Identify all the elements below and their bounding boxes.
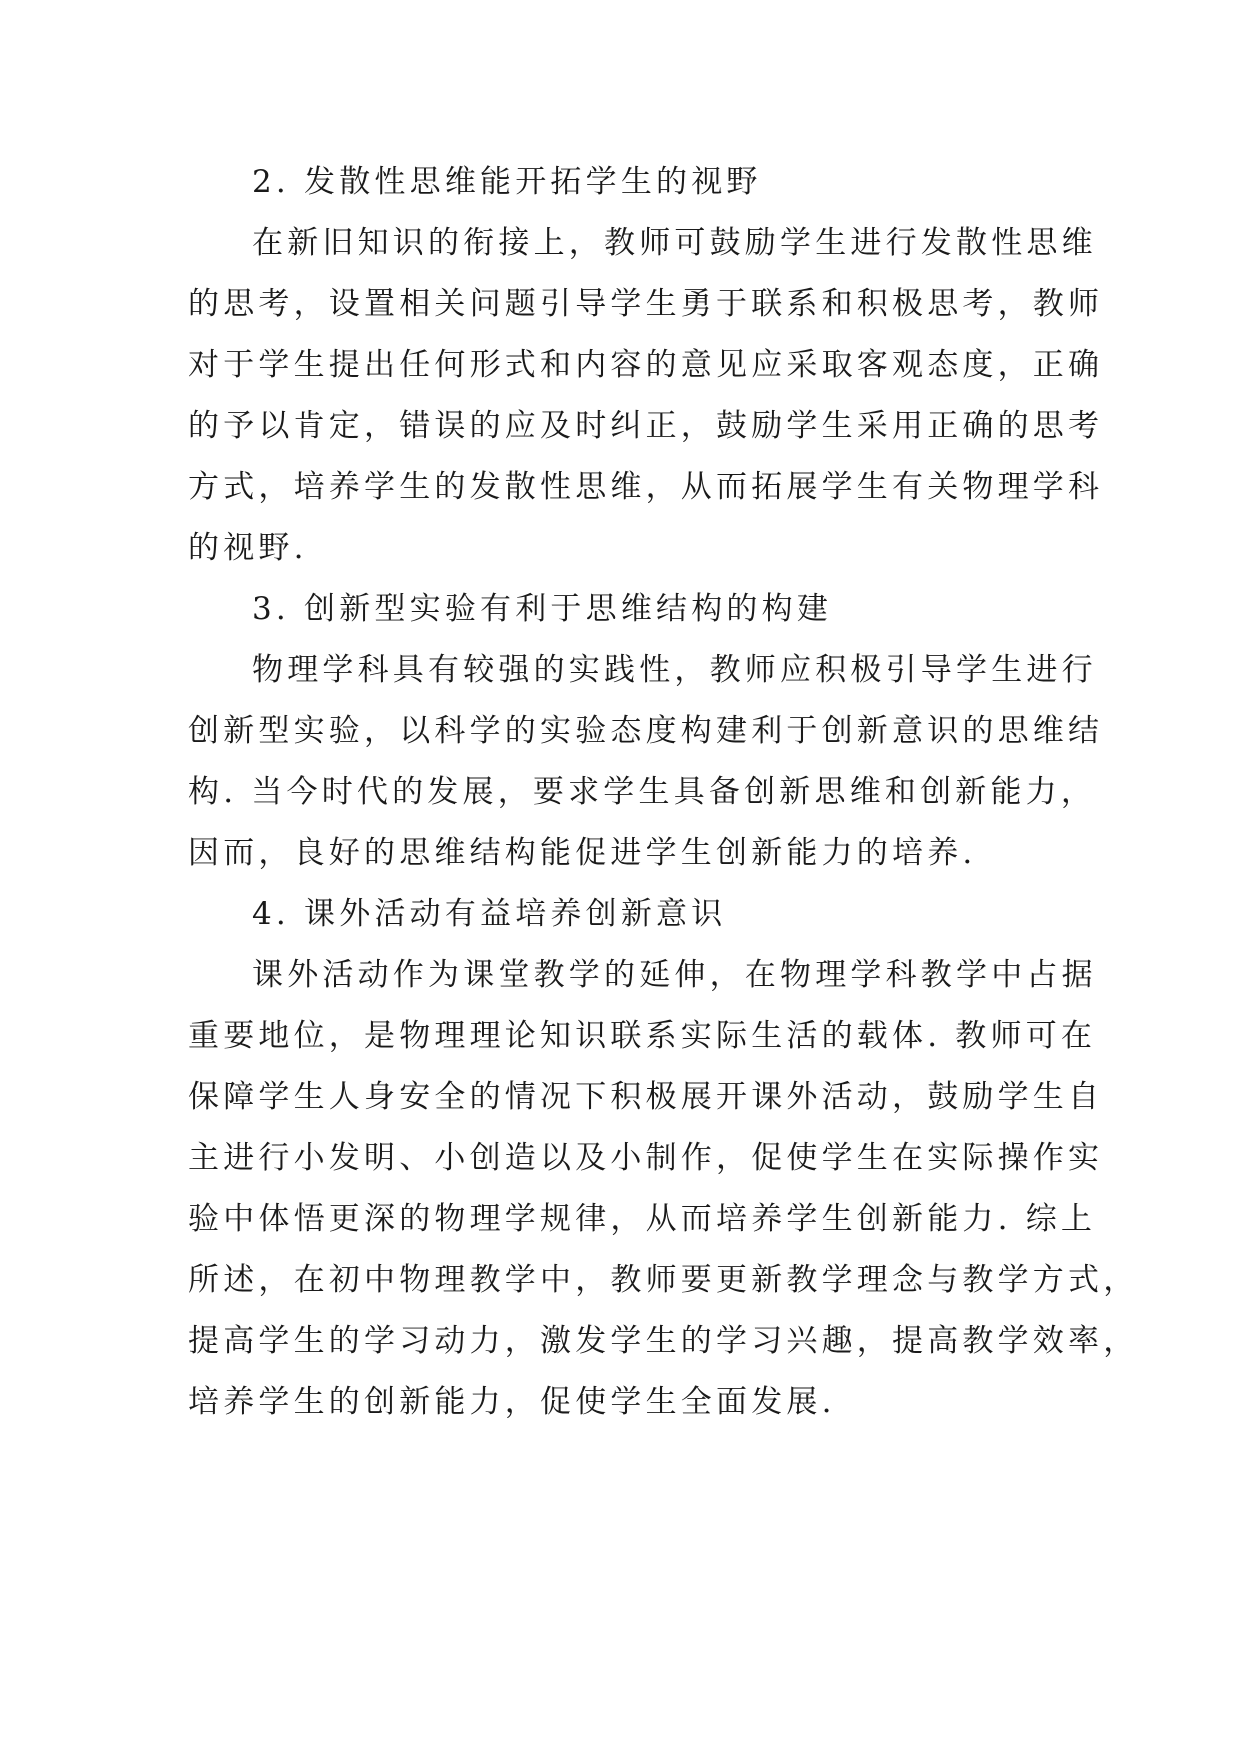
paragraph-line: 主进行小发明、小创造以及小制作，促使学生在实际操作实 — [188, 1140, 1104, 1176]
paragraph-line: 提高学生的学习动力，激发学生的学习兴趣，提高教学效率， — [188, 1323, 1139, 1359]
paragraph-line: 构. 当今时代的发展，要求学生具备创新思维和创新能力， — [188, 774, 1097, 810]
paragraph-line: 的思考，设置相关问题引导学生勇于联系和积极思考，教师 — [188, 286, 1104, 322]
document-body — [188, 152, 1139, 1433]
paragraph-line: 课外活动作为课堂教学的延伸，在物理学科教学中占据 — [252, 957, 1097, 993]
paragraph-line: 保障学生人身安全的情况下积极展开课外活动，鼓励学生自 — [188, 1079, 1104, 1115]
paragraph-line: 培养学生的创新能力，促使学生全面发展. — [188, 1384, 836, 1420]
paragraph-line: 物理学科具有较强的实践性，教师应积极引导学生进行 — [252, 652, 1097, 688]
paragraph-line: 在新旧知识的衔接上，教师可鼓励学生进行发散性思维 — [252, 225, 1097, 261]
paragraph-line: 的予以肯定，错误的应及时纠正，鼓励学生采用正确的思考 — [188, 408, 1104, 444]
paragraph-line: 因而，良好的思维结构能促进学生创新能力的培养. — [188, 835, 977, 871]
paragraph-line: 所述，在初中物理教学中，教师要更新教学理念与教学方式， — [188, 1262, 1139, 1298]
paragraph-line: 创新型实验，以科学的实验态度构建利于创新意识的思维结 — [188, 713, 1104, 749]
section-heading: 4. 课外活动有益培养创新意识 — [252, 896, 727, 932]
paragraph-line: 的视野. — [188, 530, 308, 566]
paragraph-line: 重要地位，是物理理论知识联系实际生活的载体. 教师可在 — [188, 1018, 1097, 1054]
section-3 — [188, 579, 1104, 884]
section-2 — [188, 152, 1104, 579]
section-4 — [188, 884, 1139, 1433]
paragraph-line: 验中体悟更深的物理学规律，从而培养学生创新能力. 综上 — [188, 1201, 1097, 1237]
section-heading: 2. 发散性思维能开拓学生的视野 — [252, 164, 762, 200]
section-heading: 3. 创新型实验有利于思维结构的构建 — [252, 591, 833, 627]
paragraph-line: 对于学生提出任何形式和内容的意见应采取客观态度，正确 — [188, 347, 1104, 383]
paragraph-line: 方式，培养学生的发散性思维，从而拓展学生有关物理学科 — [188, 469, 1104, 505]
